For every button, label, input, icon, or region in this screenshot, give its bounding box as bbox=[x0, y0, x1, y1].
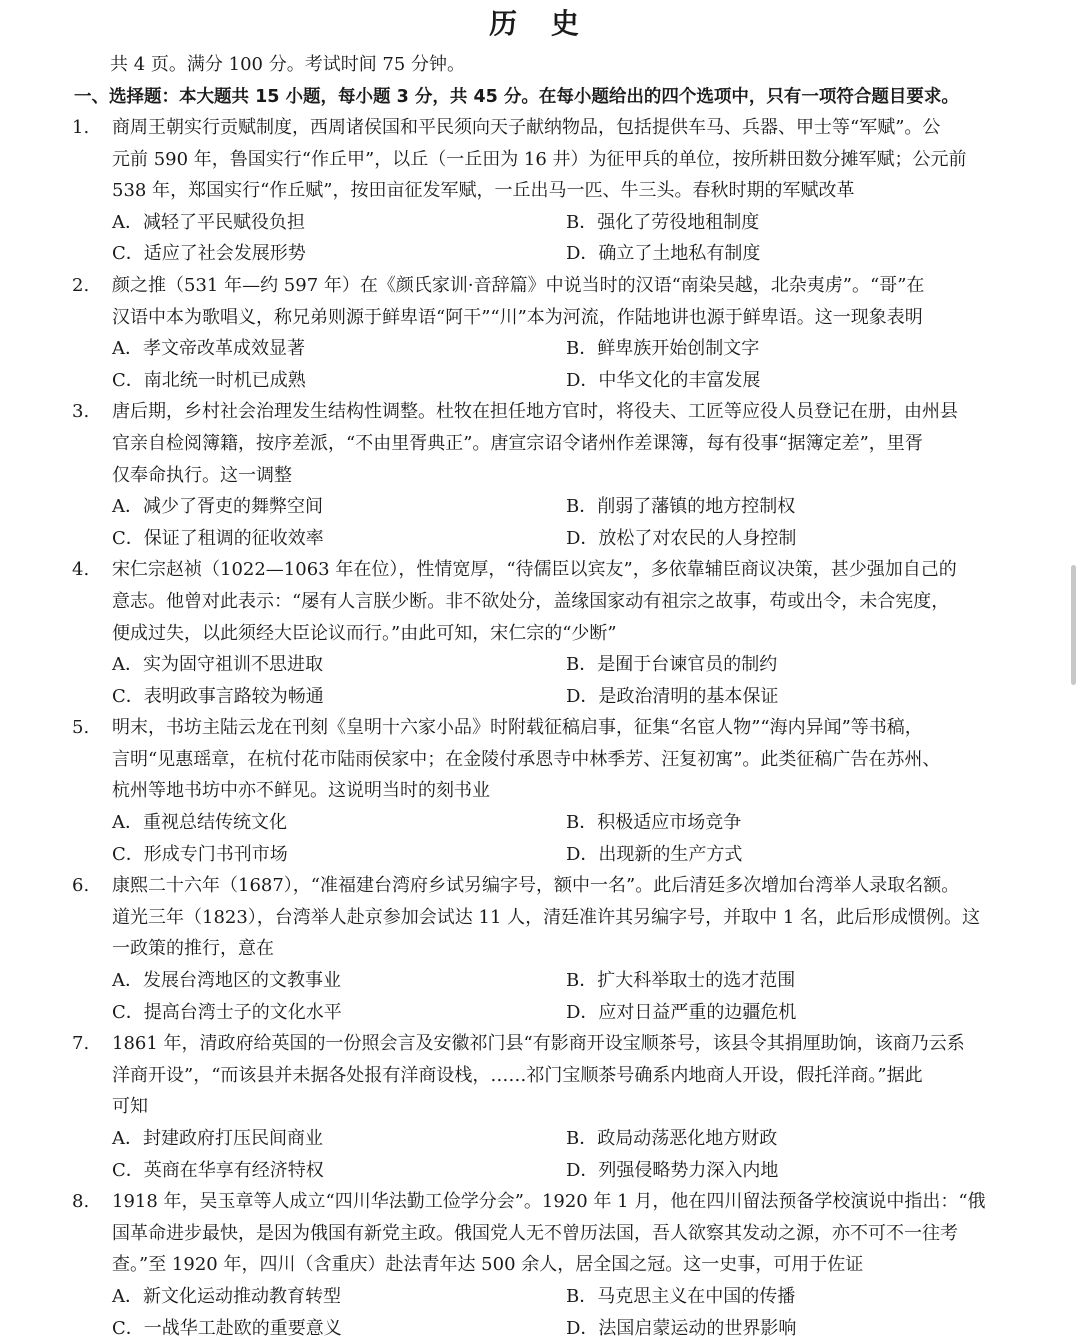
option-b: B．扩大科举取士的选才范围 bbox=[566, 970, 796, 992]
option-b: B．鲜卑族开始创制文字 bbox=[566, 338, 760, 360]
stem-line: 洋商开设”，“而该县并未据各处报有洋商设栈，……祁门宝顺茶号确系内地商人开设，假托洋商。”据此 bbox=[112, 1064, 923, 1086]
stem-line: 538 年，郑国实行“作丘赋”，按田亩征发军赋，一丘出马一匹、牛三头。春秋时期的军赋改革 bbox=[112, 180, 855, 202]
stem-line: 杭州等地书坊中亦不鲜见。这说明当时的刻书业 bbox=[112, 780, 490, 802]
stem-line: 意志。他曾对此表示：“屡有人言朕少断。非不欲处分，盖缘国家动有祖宗之故事，苟或出令，未合宪度， bbox=[112, 590, 950, 612]
option-b: B．积极适应市场竞争 bbox=[566, 812, 742, 834]
stem-line: 道光三年（1823），台湾举人赴京参加会试达 11 人，清廷准许其另编字号，并取中 1 名，此后形成惯例。这 bbox=[112, 906, 981, 928]
option-c: C．提高台湾士子的文化水平 bbox=[112, 1001, 342, 1023]
exam-info: 共 4 页。满分 100 分。考试时间 75 分钟。 bbox=[110, 54, 466, 75]
option-c: C．英商在华享有经济特权 bbox=[112, 1159, 324, 1181]
scrollbar[interactable] bbox=[1071, 565, 1076, 685]
option-b: B．是囿于台谏官员的制约 bbox=[566, 654, 778, 676]
stem-line: 可知 bbox=[112, 1096, 148, 1118]
options bbox=[112, 207, 1012, 270]
option-a: A．孝文帝改革成效显著 bbox=[112, 338, 305, 360]
option-d: D．确立了土地私有制度 bbox=[566, 243, 761, 265]
question-number: 5. bbox=[72, 717, 90, 739]
option-a: A．新文化运动推动教育转型 bbox=[112, 1285, 341, 1307]
question-7 bbox=[0, 1028, 1080, 1186]
question-stem bbox=[112, 112, 1012, 207]
stem-line: 宋仁宗赵祯（1022—1063 年在位），性情宽厚，“待儒臣以宾友”，多依靠辅臣商议决策，甚少强加自己的 bbox=[112, 559, 957, 581]
option-d: D．是政治清明的基本保证 bbox=[566, 685, 779, 707]
question-number: 2. bbox=[72, 274, 90, 296]
question-stem bbox=[112, 712, 1012, 807]
question-3 bbox=[0, 396, 1080, 554]
page-title: 历 史 bbox=[489, 7, 591, 40]
option-c: C．一战华工赴欧的重要意义 bbox=[112, 1317, 342, 1339]
question-number: 3. bbox=[72, 401, 90, 423]
option-c: C．适应了社会发展形势 bbox=[112, 243, 306, 265]
question-stem bbox=[112, 1028, 1012, 1123]
option-b: B．马克思主义在中国的传播 bbox=[566, 1285, 796, 1307]
option-a: A．实为固守祖训不思进取 bbox=[112, 654, 323, 676]
question-number: 7. bbox=[72, 1033, 90, 1055]
stem-line: 元前 590 年，鲁国实行“作丘甲”，以丘（一丘田为 16 井）为征甲兵的单位，按所耕田数分摊军赋；公元前 bbox=[112, 148, 967, 170]
stem-line: 国革命进步最快，是因为俄国有新党主政。俄国党人无不曾历法国，吾人欲察其发动之源，亦不可不一往考 bbox=[112, 1222, 958, 1244]
option-c: C．保证了租调的征收效率 bbox=[112, 527, 324, 549]
stem-line: 颜之推（531 年—约 597 年）在《颜氏家训·音辞篇》中说当时的汉语“南染吴越，北杂夷虏”。“哥”在 bbox=[112, 274, 925, 296]
stem-line: 1918 年，吴玉章等人成立“四川华法勤工俭学分会”。1920 年 1 月，他在四川留法预备学校演说中指出：“俄 bbox=[112, 1191, 986, 1213]
stem-line: 一政策的推行，意在 bbox=[112, 938, 274, 960]
question-5 bbox=[0, 712, 1080, 870]
option-d: D．出现新的生产方式 bbox=[566, 843, 743, 865]
question-2 bbox=[0, 270, 1080, 396]
option-a: A．减少了胥吏的舞弊空间 bbox=[112, 496, 323, 518]
option-d: D．列强侵略势力深入内地 bbox=[566, 1159, 779, 1181]
question-1 bbox=[0, 112, 1080, 270]
options bbox=[112, 807, 1012, 870]
question-stem bbox=[112, 396, 1012, 491]
option-d: D．中华文化的丰富发展 bbox=[566, 369, 761, 391]
option-a: A．发展台湾地区的文教事业 bbox=[112, 970, 341, 992]
question-stem bbox=[112, 1186, 1012, 1281]
option-d: D．放松了对农民的人身控制 bbox=[566, 527, 797, 549]
stem-line: 便成过失，以此须经大臣论议而行。”由此可知，宋仁宗的“少断” bbox=[112, 622, 617, 644]
stem-line: 明末，书坊主陆云龙在刊刻《皇明十六家小品》时附载征稿启事，征集“名宦人物”“海内异闻”等书稿， bbox=[112, 717, 923, 739]
option-a: A．重视总结传统文化 bbox=[112, 812, 287, 834]
option-a: A．封建政府打压民间商业 bbox=[112, 1128, 323, 1149]
question-stem bbox=[112, 870, 1012, 965]
stem-line: 官亲自检阅簿籍，按序差派，“不由里胥典正”。唐宣宗诏令诸州作差课簿，每有役事“据簿定差”，里胥 bbox=[112, 432, 923, 454]
question-number: 4. bbox=[72, 559, 90, 581]
options bbox=[112, 333, 1012, 396]
stem-line: 唐后期，乡村社会治理发生结构性调整。杜牧在担任地方官时，将役夫、工匠等应役人员登记在册，由州县 bbox=[112, 401, 958, 423]
options bbox=[112, 965, 1012, 1028]
stem-line: 康熙二十六年（1687），“准福建台湾府乡试另编字号，额中一名”。此后清廷多次增加台湾举人录取名额。 bbox=[112, 875, 960, 897]
options bbox=[112, 1123, 1012, 1186]
section-heading: 一、选择题：本大题共 15 小题，每小题 3 分，共 45 分。在每小题给出的四个选项中，只有一项符合题目要求。 bbox=[74, 87, 959, 107]
question-stem bbox=[112, 270, 1012, 333]
option-b: B．强化了劳役地租制度 bbox=[566, 211, 760, 233]
option-b: B．削弱了藩镇的地方控制权 bbox=[566, 496, 796, 518]
option-d: D．法国启蒙运动的世界影响 bbox=[566, 1317, 797, 1339]
stem-line: 仅奉命执行。这一调整 bbox=[112, 464, 292, 486]
stem-line: 言明“见惠瑶章，在杭付花市陆雨侯家中；在金陵付承恩寺中林季芳、汪复初寓”。此类征稿广告在苏州、 bbox=[112, 748, 941, 770]
question-8 bbox=[0, 1186, 1080, 1344]
stem-line: 查。”至 1920 年，四川（含重庆）赴法青年达 500 余人，居全国之冠。这一史事，可用于佐证 bbox=[112, 1254, 864, 1276]
option-c: C．表明政事言路较为畅通 bbox=[112, 685, 324, 707]
question-4 bbox=[0, 554, 1080, 712]
option-a: A．减轻了平民赋役负担 bbox=[112, 211, 305, 233]
options bbox=[112, 649, 1012, 712]
question-number: 8. bbox=[72, 1191, 90, 1213]
stem-line: 1861 年，清政府给英国的一份照会言及安徽祁门县“有影商开设宝顺茶号，该县令其捐厘助饷，该商乃云系 bbox=[112, 1033, 965, 1055]
question-list bbox=[0, 112, 1080, 1344]
stem-line: 汉语中本为歌唱义，称兄弟则源于鲜卑语“阿干”“川”本为河流，作陆地讲也源于鲜卑语。这一现象表明 bbox=[112, 306, 923, 328]
question-stem bbox=[112, 554, 1012, 649]
stem-line: 商周王朝实行贡赋制度，西周诸侯国和平民须向天子献纳物品，包括提供车马、兵器、甲士等“军赋”。公 bbox=[112, 117, 941, 138]
options bbox=[112, 491, 1012, 554]
question-number: 6. bbox=[72, 875, 90, 897]
option-b: B．政局动荡恶化地方财政 bbox=[566, 1128, 778, 1149]
option-c: C．形成专门书刊市场 bbox=[112, 843, 288, 865]
question-number: 1. bbox=[72, 117, 90, 138]
option-d: D．应对日益严重的边疆危机 bbox=[566, 1001, 797, 1023]
question-6 bbox=[0, 870, 1080, 1028]
option-c: C．南北统一时机已成熟 bbox=[112, 369, 306, 391]
options bbox=[112, 1281, 1012, 1344]
